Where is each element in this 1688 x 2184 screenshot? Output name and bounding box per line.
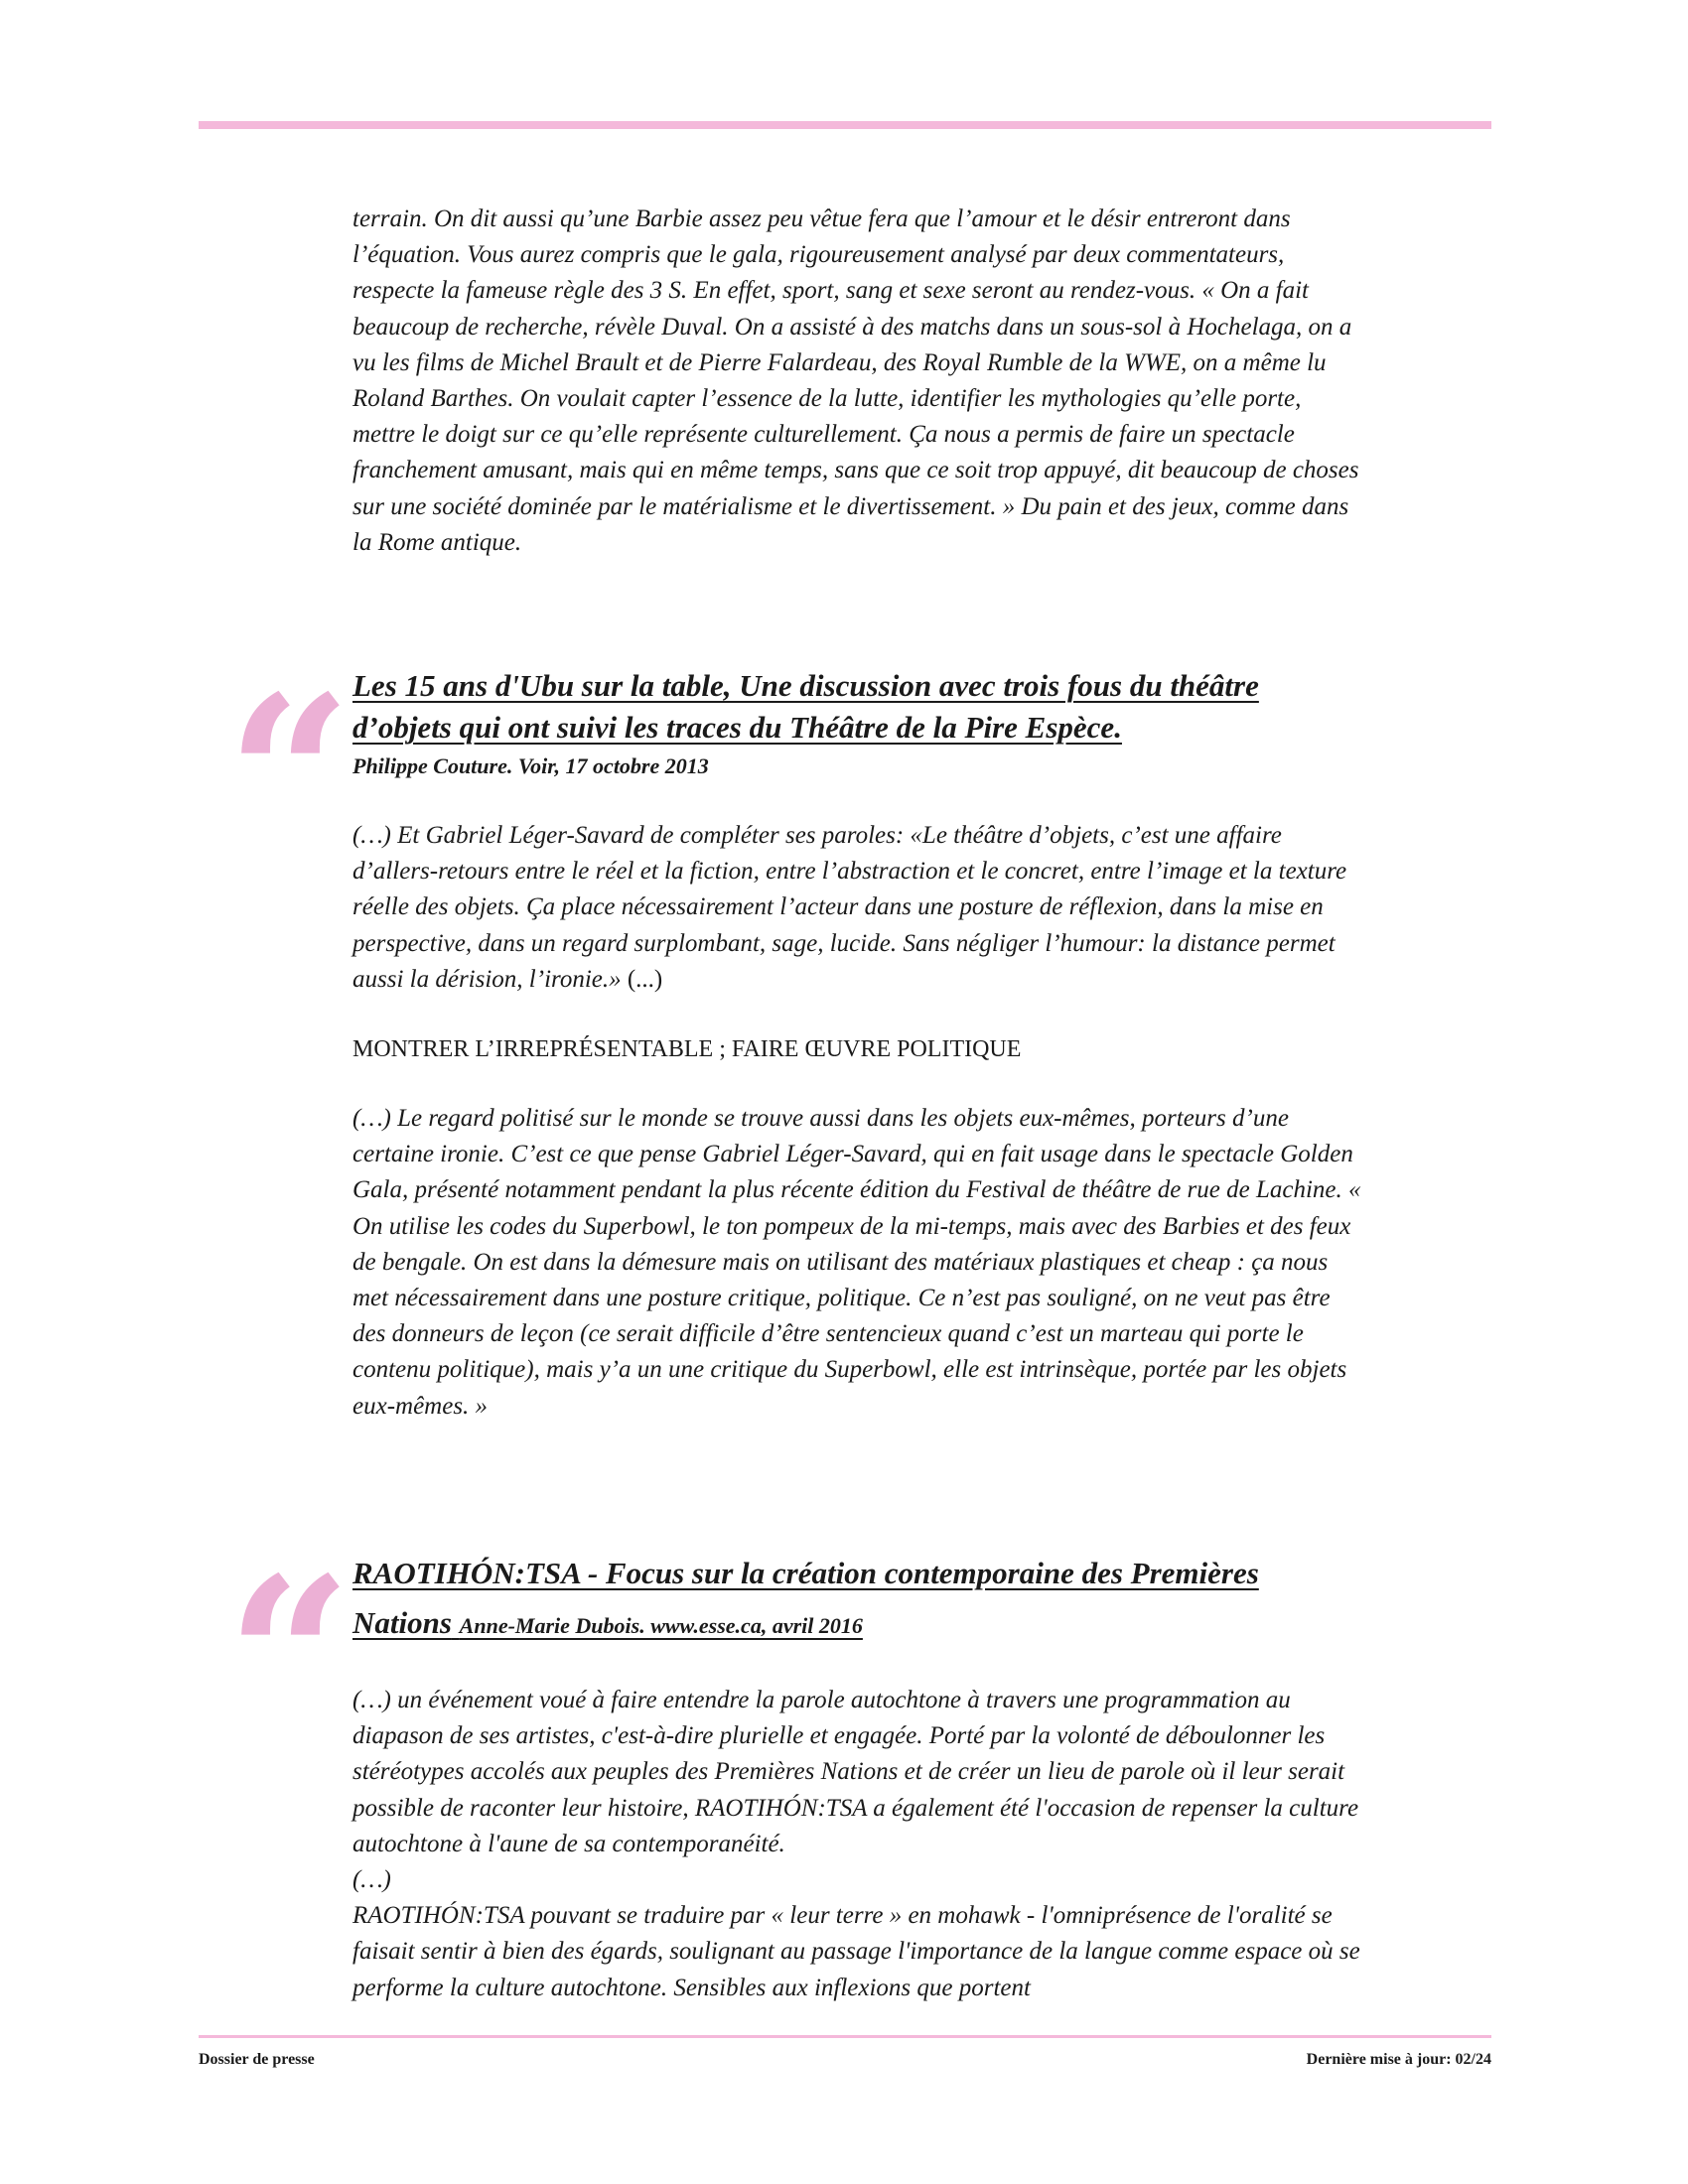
article-title-block bbox=[352, 1549, 1365, 1651]
quote-mark-icon: “ bbox=[226, 647, 352, 904]
article-paragraph: RAOTIHÓN:TSA pouvant se traduire par « leur terre » en mohawk - l'omniprésence de l'oralité se faisait sentir à bien des égards, soulignant au passage l'importance de la langue comme espace où se performe la culture autochtone. Sensibles aux inflexions que portent bbox=[352, 1902, 1360, 2001]
footer-update-date: Dernière mise à jour: 02/24 bbox=[1306, 2051, 1491, 2068]
article-raotihonta bbox=[352, 1549, 1365, 2006]
article-byline: Philippe Couture. Voir, 17 octobre 2013 bbox=[352, 753, 709, 778]
article-title[interactable]: RAOTIHÓN:TSA - Focus sur la création contemporaine des Premières Nations bbox=[352, 1556, 1259, 1640]
article-byline: Anne-Marie Dubois. www.esse.ca, avril 2016 bbox=[459, 1613, 863, 1638]
intro-section bbox=[352, 202, 1365, 561]
intro-paragraph: terrain. On dit aussi qu’une Barbie assez peu vêtue fera que l’amour et le désir entreront dans l’équation. Vous aurez compris que le gala, rigoureusement analysé par deux commentateurs, respecte la fameuse règle des 3 S. En effet, sport, sang et sexe seront au rendez-vous. « On a fait beaucoup de recherche, révèle Duval. On a assisté à des matchs dans un sous-sol à Hochelaga, on a vu les films de Michel Brault et de Pierre Falardeau, des Royal Rumble de la WWE, on a même lu Roland Barthes. On voulait capter l’essence de la lutte, identifier les mythologies qu’elle porte, mettre le doigt sur ce qu’elle représente culturellement. Ça nous a permis de faire un spectacle franchement amusant, mais qui en même temps, sans que ce soit trop appuyé, dit beaucoup de choses sur une société dominée par le matérialisme et le divertissement. » Du pain et des jeux, comme dans la Rome antique. bbox=[352, 205, 1359, 556]
article-quote-tail: (...) bbox=[621, 965, 663, 993]
article-paragraph bbox=[352, 818, 1365, 998]
footer-doc-label: Dossier de presse bbox=[199, 2051, 315, 2068]
article-paragraph: (…) un événement voué à faire entendre la parole autochtone à travers une programmation au diapason de ses artistes, c'est-à-dire plurielle et engagée. Porté par la volonté de déboulonner les stéréotypes accolés aux peuples des Premières Nations et de créer un lieu de parole où il leur serait possible de raconter leur histoire, RAOTIHÓN:TSA a également été l'occasion de repenser la culture autochtone à l'aune de sa contemporanéité. bbox=[352, 1687, 1359, 1857]
article-title[interactable]: Les 15 ans d'Ubu sur la table, Une discussion avec trois fous du théâtre d’objets qui ont suivi les traces du Théâtre de la Pire Espèce. bbox=[352, 668, 1259, 745]
article-paragraph: (…) Le regard politisé sur le monde se trouve aussi dans les objets eux-mêmes, porteurs d’une certaine ironie. C’est ce que pense Gabriel Léger-Savard, qui en fait usage dans le spectacle Golden Gala, présenté notamment pendant la plus récente édition du Festival de théâtre de rue de Lachine. « On utilise les codes du Superbowl, le ton pompeux de la mi-temps, mais avec des Barbies et des feux de bengale. On est dans la démesure mais on utilisant des matériaux plastiques et cheap : ça nous met nécessairement dans une posture critique, politique. Ce n’est pas souligné, on ne veut pas être des donneurs de leçon (ce serait difficile d’être sentencieux quand c’est un marteau qui porte le contenu politique), mais y’a un une critique du Superbowl, elle est intrinsèque, portée par les objets eux-mêmes. » bbox=[352, 1105, 1361, 1420]
section-heading: MONTRER L’IRREPRÉSENTABLE ; FAIRE ŒUVRE POLITIQUE bbox=[352, 1036, 1022, 1063]
header-rule bbox=[199, 121, 1491, 129]
article-ellipsis: (…) bbox=[352, 1866, 391, 1894]
footer-rule bbox=[199, 2035, 1491, 2038]
quote-mark-icon: “ bbox=[226, 1529, 352, 1786]
article-ubu bbox=[352, 665, 1365, 1425]
article-quote-text: (…) Et Gabriel Léger-Savard de compléter ses paroles: «Le théâtre d’objets, c’est une affaire d’allers-retours entre le réel et la fiction, entre l’abstraction et le concret, entre l’image et la texture réelle des objets. Ça place nécessairement l’acteur dans une posture de réflexion, dans la mise en perspective, dans un regard surplombant, sage, lucide. Sans négliger l’humour: la distance permet aussi la dérision, l’ironie.» bbox=[352, 822, 1347, 993]
